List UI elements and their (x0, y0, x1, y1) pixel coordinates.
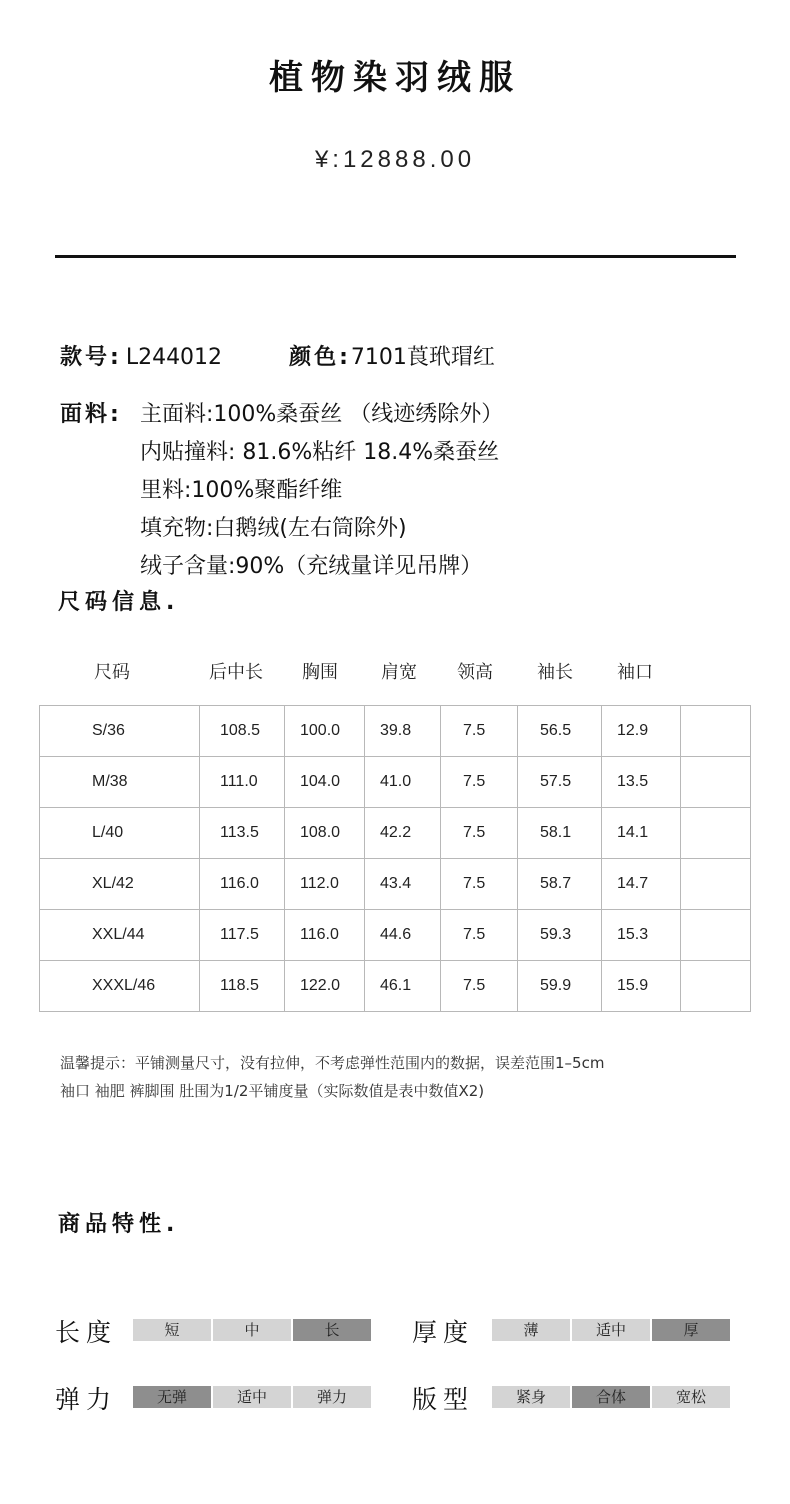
fabric-line: 主面料:100%桑蚕丝 （线迹绣除外） (140, 402, 504, 427)
feature-option: 无弹 (133, 1386, 211, 1408)
measure-cell: 15.9 (602, 961, 681, 1012)
measure-cell: 116.0 (200, 859, 285, 910)
fabric-line: 绒子含量:90%（充绒量详见吊牌） (140, 554, 483, 579)
blank-cell (681, 910, 751, 961)
size-table-row (40, 961, 751, 1012)
blank-cell (681, 961, 751, 1012)
feature-label: 厚度 (412, 1318, 475, 1347)
size-header-sleeve: 袖长 (537, 662, 573, 683)
divider-rule (55, 255, 736, 258)
measure-cell: 46.1 (365, 961, 441, 1012)
size-section-title: 尺码信息. (58, 590, 180, 615)
measure-cell: 58.7 (518, 859, 602, 910)
measure-cell: 56.5 (518, 706, 602, 757)
measure-cell: 39.8 (365, 706, 441, 757)
style-color-row (60, 340, 495, 371)
style-no-value: L244012 (125, 345, 223, 370)
fabric-line: 里料:100%聚酯纤维 (140, 478, 343, 503)
fabric-line: 内贴撞料: 81.6%粘纤 18.4%桑蚕丝 (140, 440, 500, 465)
color-label: 颜色: (289, 345, 351, 370)
measure-cell: 113.5 (200, 808, 285, 859)
feature-option: 长 (293, 1319, 371, 1341)
measure-cell: 118.5 (200, 961, 285, 1012)
size-cell: M/38 (40, 757, 200, 808)
measure-cell: 100.0 (285, 706, 365, 757)
size-cell: XXL/44 (40, 910, 200, 961)
fabric-line: 填充物:白鹅绒(左右筒除外) (140, 516, 407, 541)
measure-cell: 111.0 (200, 757, 285, 808)
measure-cell: 42.2 (365, 808, 441, 859)
style-no-label: 款号: (60, 345, 122, 370)
measure-cell: 7.5 (441, 808, 518, 859)
measure-cell: 14.7 (602, 859, 681, 910)
size-table-row (40, 757, 751, 808)
feature-option: 紧身 (492, 1386, 570, 1408)
measure-cell: 15.3 (602, 910, 681, 961)
measure-cell: 104.0 (285, 757, 365, 808)
measure-cell: 44.6 (365, 910, 441, 961)
size-cell: XXXL/46 (40, 961, 200, 1012)
blank-cell (681, 859, 751, 910)
measure-cell: 12.9 (602, 706, 681, 757)
size-table-row (40, 910, 751, 961)
feature-option: 中 (213, 1319, 291, 1341)
measure-cell: 13.5 (602, 757, 681, 808)
measure-cell: 117.5 (200, 910, 285, 961)
size-cell: S/36 (40, 706, 200, 757)
size-header-cuff: 袖口 (617, 662, 653, 683)
color-value: 7101莨玳瑁红 (350, 345, 495, 370)
size-table-row (40, 808, 751, 859)
feature-label: 长度 (55, 1318, 118, 1347)
measure-cell: 7.5 (441, 910, 518, 961)
size-header-chest: 胸围 (302, 662, 338, 683)
measure-cell: 108.0 (285, 808, 365, 859)
measure-cell: 58.1 (518, 808, 602, 859)
feature-option: 合体 (572, 1386, 650, 1408)
size-table-row (40, 859, 751, 910)
fabric-lines (140, 396, 503, 586)
feature-option: 薄 (492, 1319, 570, 1341)
measure-cell: 7.5 (441, 961, 518, 1012)
measure-cell: 7.5 (441, 757, 518, 808)
feature-option: 适中 (572, 1319, 650, 1341)
measure-cell: 116.0 (285, 910, 365, 961)
feature-option: 厚 (652, 1319, 730, 1341)
measure-cell: 57.5 (518, 757, 602, 808)
size-header-back-length: 后中长 (209, 662, 263, 683)
size-table (39, 705, 751, 1012)
product-price: ¥:12888.00 (314, 146, 476, 173)
fabric-label: 面料: (60, 402, 122, 427)
measure-cell: 41.0 (365, 757, 441, 808)
tip-line: 袖口 袖肥 裤脚围 肚围为1/2平铺度量（实际数值是表中数值X2) (60, 1082, 485, 1100)
size-header-shoulder: 肩宽 (381, 662, 417, 683)
feature-label: 版型 (412, 1385, 475, 1414)
blank-cell (681, 706, 751, 757)
product-title: 植物染羽绒服 (269, 58, 521, 98)
blank-cell (681, 757, 751, 808)
feature-option: 宽松 (652, 1386, 730, 1408)
measure-cell: 112.0 (285, 859, 365, 910)
size-cell: L/40 (40, 808, 200, 859)
measure-cell: 7.5 (441, 859, 518, 910)
measure-cell: 108.5 (200, 706, 285, 757)
fabric-block (60, 396, 504, 579)
size-header-collar: 领高 (457, 662, 493, 683)
measure-cell: 59.3 (518, 910, 602, 961)
measure-cell: 43.4 (365, 859, 441, 910)
measure-cell: 59.9 (518, 961, 602, 1012)
blank-cell (681, 808, 751, 859)
size-table-row (40, 706, 751, 757)
size-cell: XL/42 (40, 859, 200, 910)
measure-cell: 14.1 (602, 808, 681, 859)
measure-cell: 7.5 (441, 706, 518, 757)
features-title: 商品特性. (58, 1212, 180, 1237)
feature-option: 弹力 (293, 1386, 371, 1408)
measure-cell: 122.0 (285, 961, 365, 1012)
feature-label: 弹力 (55, 1385, 118, 1414)
size-header-size: 尺码 (94, 662, 130, 683)
feature-option: 适中 (213, 1386, 291, 1408)
tip-line: 温馨提示：平铺测量尺寸，没有拉伸，不考虑弹性范围内的数据，误差范围1–5cm (60, 1054, 605, 1072)
feature-option: 短 (133, 1319, 211, 1341)
